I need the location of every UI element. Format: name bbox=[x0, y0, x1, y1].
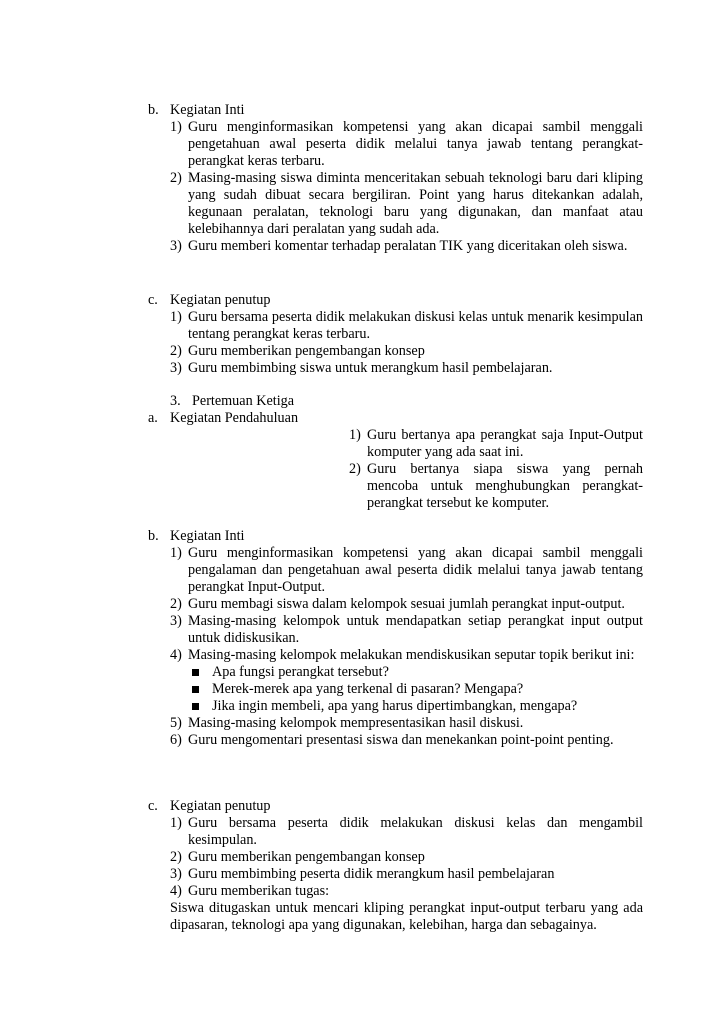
list-item bbox=[148, 732, 643, 749]
bullet-text: Apa fungsi perangkat tersebut? bbox=[212, 664, 389, 680]
section-title: Kegiatan Inti bbox=[170, 528, 245, 544]
item-text: Masing-masing kelompok melakukan mendiskusikan seputar topik berikut ini: bbox=[188, 647, 635, 663]
item-number: 3) bbox=[170, 238, 182, 254]
item-list bbox=[148, 309, 643, 377]
list-item bbox=[148, 596, 643, 613]
item-number: 1) bbox=[349, 427, 361, 443]
item-text: Guru bertanya siapa siswa yang pernah mencoba untuk menghubungkan perangkat-perangkat tersebut ke komputer. bbox=[367, 461, 643, 511]
section-kegiatan-penutup-2 bbox=[148, 798, 643, 934]
item-text: Guru memberikan tugas: bbox=[188, 883, 330, 899]
section-kegiatan-inti-2 bbox=[148, 528, 643, 749]
item-list bbox=[148, 545, 643, 749]
list-item bbox=[327, 461, 643, 512]
list-item bbox=[327, 427, 643, 461]
item-text: Masing-masing kelompok mempresentasikan hasil diskusi. bbox=[188, 715, 524, 731]
bullet-text: Merek-merek apa yang terkenal di pasaran? Mengapa? bbox=[212, 681, 524, 697]
section-marker: c. bbox=[148, 798, 158, 814]
item-number: 4) bbox=[170, 647, 182, 663]
list-item bbox=[148, 343, 643, 360]
item-list bbox=[327, 427, 643, 512]
section-kegiatan-pendahuluan bbox=[148, 410, 643, 427]
item-number: 6) bbox=[170, 732, 182, 748]
list-item bbox=[148, 647, 643, 715]
item-text: Guru memberi komentar terhadap peralatan TIK yang diceritakan oleh siswa. bbox=[188, 238, 628, 254]
item-number: 3) bbox=[170, 866, 182, 882]
item-text: Guru membimbing peserta didik merangkum hasil pembelajaran bbox=[188, 866, 555, 882]
item-number: 4) bbox=[170, 883, 182, 899]
item-list bbox=[148, 119, 643, 255]
list-item bbox=[148, 238, 643, 255]
item-number: 2) bbox=[170, 343, 182, 359]
assignment-text: Siswa ditugaskan untuk mencari kliping perangkat input-output terbaru yang ada dipasaran, teknologi apa yang digunakan, kelebihan, harga dan sebagainya. bbox=[170, 900, 643, 933]
section-heading bbox=[148, 102, 643, 119]
section-title: Kegiatan Pendahuluan bbox=[170, 410, 299, 426]
item-text: Guru memberikan pengembangan konsep bbox=[188, 343, 425, 359]
item-number: 3) bbox=[170, 360, 182, 376]
section-heading bbox=[148, 292, 643, 309]
section-title: Kegiatan penutup bbox=[170, 292, 271, 308]
item-number: 2) bbox=[170, 170, 182, 186]
item-text: Guru menginformasikan kompetensi yang akan dicapai sambil menggali pengetahuan awal peserta didik melalui tanya jawab tentang perangkat-perangkat keras terbaru. bbox=[188, 119, 643, 169]
list-item bbox=[148, 119, 643, 170]
list-item bbox=[148, 309, 643, 343]
meeting-marker: 3. bbox=[170, 393, 181, 409]
list-item bbox=[148, 715, 643, 732]
item-text: Guru menginformasikan kompetensi yang akan dicapai sambil menggali pengalaman dan pengetahuan awal peserta didik melalui tanya jawab tentang perangkat Input-Output. bbox=[188, 545, 643, 595]
bullet-item bbox=[188, 664, 643, 681]
item-number: 1) bbox=[170, 309, 182, 325]
list-item bbox=[148, 360, 643, 377]
item-text: Guru mengomentari presentasi siswa dan menekankan point-point penting. bbox=[188, 732, 614, 748]
item-number: 1) bbox=[170, 119, 182, 135]
item-number: 1) bbox=[170, 815, 182, 831]
item-number: 2) bbox=[349, 461, 361, 477]
section-marker: a. bbox=[148, 410, 158, 426]
item-text: Guru membimbing siswa untuk merangkum hasil pembelajaran. bbox=[188, 360, 553, 376]
list-item bbox=[148, 170, 643, 238]
section-kegiatan-penutup-1 bbox=[148, 292, 643, 377]
bullet-item bbox=[188, 681, 643, 698]
list-item bbox=[148, 866, 643, 883]
item-text: Masing-masing kelompok untuk mendapatkan setiap perangkat input output untuk didiskusikan. bbox=[188, 613, 643, 646]
bullet-list bbox=[188, 664, 643, 715]
section-kegiatan-inti-1 bbox=[148, 102, 643, 255]
item-number: 1) bbox=[170, 545, 182, 561]
list-item bbox=[148, 613, 643, 647]
bullet-item bbox=[188, 698, 643, 715]
item-number: 2) bbox=[170, 849, 182, 865]
list-item bbox=[148, 815, 643, 849]
list-item bbox=[148, 545, 643, 596]
item-text: Masing-masing siswa diminta menceritakan sebuah teknologi baru dari kliping yang sudah dibuat secara bergiliran. Point yang harus ditekankan adalah, kegunaan peralatan, teknologi baru yang digunakan, dan manfaat atau kelebihannya dari peralatan yang sudah ada. bbox=[188, 170, 643, 237]
item-text: Guru memberikan pengembangan konsep bbox=[188, 849, 425, 865]
section-marker: c. bbox=[148, 292, 158, 308]
section-marker: b. bbox=[148, 102, 159, 118]
section-title: Kegiatan Inti bbox=[170, 102, 245, 118]
item-text: Guru bertanya apa perangkat saja Input-Output komputer yang ada saat ini. bbox=[367, 427, 643, 460]
section-marker: b. bbox=[148, 528, 159, 544]
item-number: 2) bbox=[170, 596, 182, 612]
item-text: Guru bersama peserta didik melakukan diskusi kelas untuk menarik kesimpulan tentang perangkat keras terbaru. bbox=[188, 309, 643, 342]
square-bullet-icon bbox=[192, 703, 199, 710]
section-heading bbox=[148, 798, 643, 815]
list-item bbox=[148, 883, 643, 900]
item-text: Guru bersama peserta didik melakukan diskusi kelas dan mengambil kesimpulan. bbox=[188, 815, 643, 848]
list-item bbox=[148, 849, 643, 866]
item-number: 5) bbox=[170, 715, 182, 731]
section-heading bbox=[148, 410, 643, 427]
square-bullet-icon bbox=[192, 686, 199, 693]
meeting-title: Pertemuan Ketiga bbox=[192, 393, 295, 409]
bullet-text: Jika ingin membeli, apa yang harus dipertimbangkan, mengapa? bbox=[212, 698, 578, 714]
square-bullet-icon bbox=[192, 669, 199, 676]
item-list bbox=[148, 815, 643, 900]
item-number: 3) bbox=[170, 613, 182, 629]
section-heading bbox=[148, 528, 643, 545]
item-text: Guru membagi siswa dalam kelompok sesuai jumlah perangkat input-output. bbox=[188, 596, 625, 612]
section-title: Kegiatan penutup bbox=[170, 798, 271, 814]
